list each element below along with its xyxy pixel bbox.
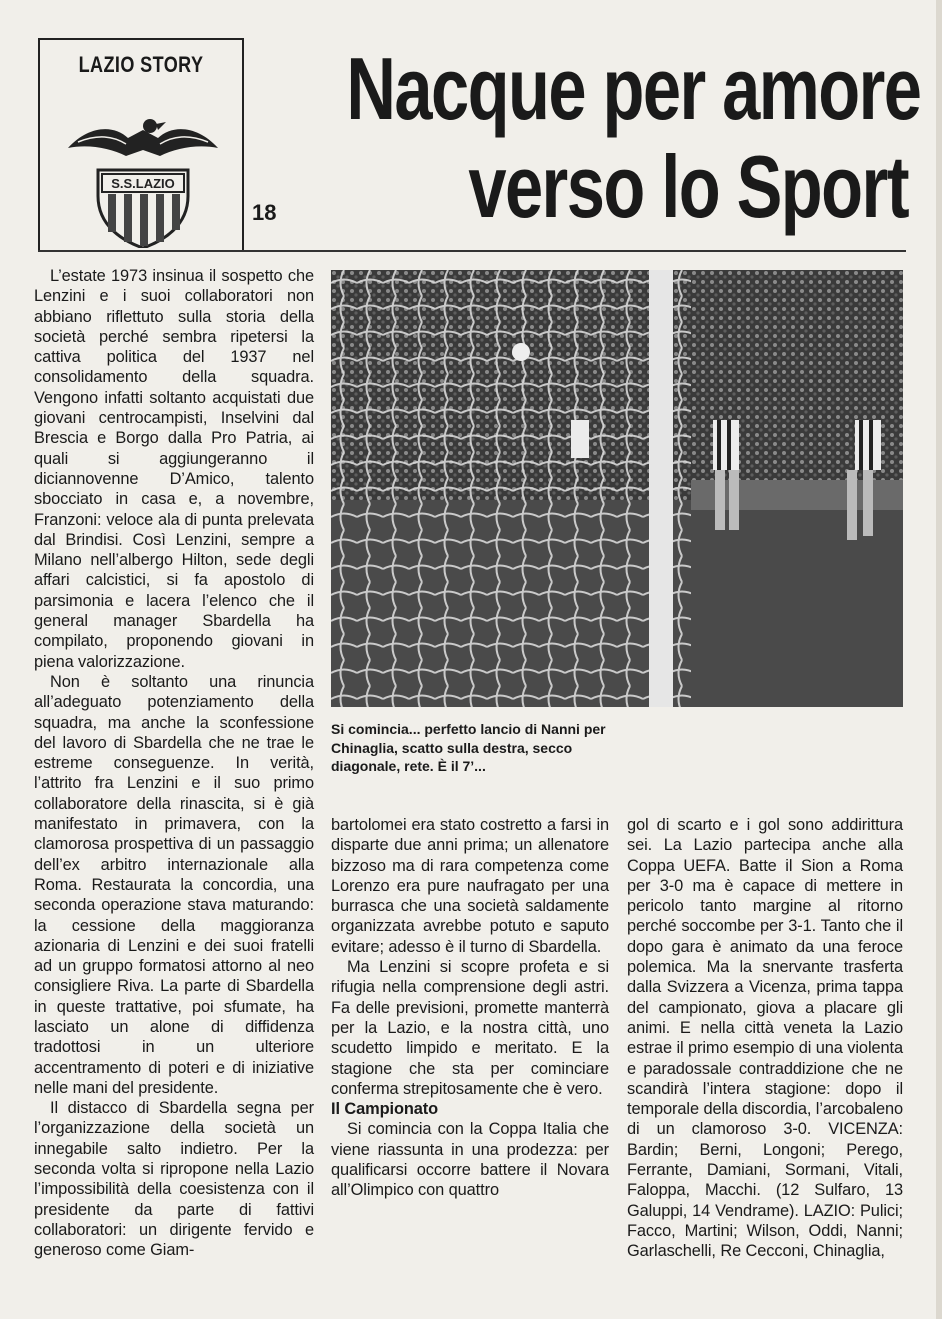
headline (346, 39, 921, 236)
page-number: 18 (252, 200, 277, 225)
series-title: LAZIO STORY (78, 52, 204, 77)
left-column (34, 266, 314, 1261)
paragraph: L’estate 1973 insinua il sospetto che Lenzini e i suoi collaboratori non abbiano riflettuto sulla storia della società perché sembra ripetersi la cattiva politica del 1937 nel consolidamento della squadra. Vengono infatti soltanto acquistati due giovani centrocampisti, Inselvini dal Brescia e Borgo dalla Pro Patria, ai quali si aggiungeranno il diciannovenne D’Amico, talento sbocciato in casa e, a novembre, Franzoni: veloce ala di punta prelevata dal Brindisi. Così Lenzini, sempre a Milano nell’albergo Hilton, sede degli affari calcistici, si fa apostolo di parsimonia e lacera l’elenco che il general manager Sbardella ha compilato, proponendo giovani in piena valorizzazione. (34, 267, 314, 671)
header-divider (38, 250, 906, 252)
crest-text: S.S.LAZIO (111, 176, 175, 191)
paragraph: Non è soltanto una rinuncia all’adeguato potenziamento della squadra, ma anche la sconfessione del lavoro di Sbardella che ne trae le estreme conseguenze. In verità, l’attrito fra Lenzini e il suo primo collaboratore della rinascita, si è già manifestato in primavera, con la clamorosa prospettiva di un passaggio dell’ex arbitro internazionale alla Roma. Restaurata la concordia, una seconda operazione stava maturando: la cessione della maggioranza azionaria di Lenzini e dei suoi fratelli ad un gruppo formatosi attorno al neo consigliere Riva. La parte di Sbardella in queste trattative, poi sfumate, ha lasciato un alone di diffidenza tradottosi in un ulteriore accentramento di poteri e di iniziative nelle mani del presidente. (34, 672, 314, 1097)
right-column (627, 815, 903, 1262)
match-photo (331, 270, 903, 707)
paragraph: gol di scarto e i gol sono addirittura sei. La Lazio partecipa anche alla Coppa UEFA. Batte il Sion a Roma per 3-0 ma è capace di mettere in pericolo tanto margine al ritorno perché soccombe per 3-1. Tanto che il dopo gara è animato da una feroce polemica. Ma la snervante trasferta dalla Svizzera a Vicenza, prima tappa del campionato, giova a placare gli animi. E nella città veneta la Lazio estrae il primo esempio di una violenta e paradossale contraddizione che ne scandirà l’intera stagione: dopo il temporale della discordia, l’arcobaleno di un clamoroso 3-0. VICENZA: Bardin; Berni, Longoni; Perego, Ferrante, Damiani, Sormani, Vitali, Faloppa, Macchi. (12 Sulfaro, 13 Galuppi, 14 Vendrame). LAZIO: Pulici; Facco, Martini; Wilson, Oddi, Nanni; Garlaschelli, Re Cecconi, Chinaglia, (627, 816, 903, 1261)
paragraph: Si comincia con la Coppa Italia che viene riassunta in una prodezza: per qualificarsi occorre battere il Novara all’Olimpico con quattro (331, 1120, 609, 1200)
photo-caption: Si comincia... perfetto lancio di Nanni per Chinaglia, scatto sulla destra, secco diagonale, rete. È il 7’... (331, 721, 606, 774)
page-edge (936, 0, 942, 1319)
paragraph: Il distacco di Sbardella segna per l’organizzazione della società un innegabile salto indietro. Per la seconda volta si ripropone nella Lazio l’impossibilità della coesistenza con il presidente da parte di fattivi collaboratori: un dirigente fervido e generoso come Giam- (34, 1099, 314, 1260)
lazio-story-badge (38, 38, 244, 252)
middle-column (331, 815, 609, 1201)
section-heading: Il Campionato (331, 1100, 439, 1119)
paragraph: Ma Lenzini si scopre profeta e si rifugia nella comprensione degli astri. Fa delle previsioni, promette manterrà per la Lazio, e la nostra città, uno scudetto limpido e meritato. E la stagione che sta per cominciare conferma strepitosamente che è vero. (331, 958, 609, 1098)
goal-scene-image (331, 270, 903, 707)
paragraph: bartolomei era stato costretto a farsi in disparte due anni prima; un allenatore bizzoso ma di rara competenza come Lorenzo era pure naufragato per una burrasca che una società saldamente organizzata avrebbe potuto e saputo evitare; adesso è il turno di Sbardella. (331, 816, 609, 956)
headline-line-2: verso lo Sport (468, 137, 908, 236)
headline-line-1: Nacque per amore (346, 39, 921, 138)
lazio-eagle-crest-icon (58, 86, 228, 248)
